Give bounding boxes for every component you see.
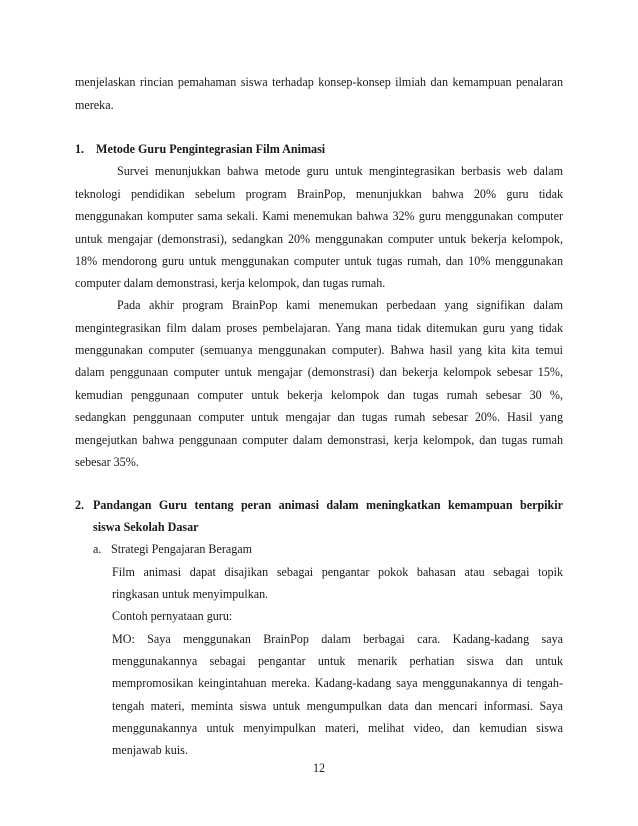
sub-a-line-7: tengah materi, meminta siswa untuk mengumpulkan data dan mencari informasi. Saya [112, 699, 563, 713]
s1-p1-line-3: menggunakan komputer sama sekali. Kami menemukan bahwa 32% guru menggunakan computer [75, 209, 563, 223]
sub-a-line-5: menggunakannya sebagai pengantar untuk menarik perhatian siswa dan untuk [112, 654, 563, 668]
s1-p1-line-1: Survei menunjukkan bahwa metode guru untuk mengintegrasikan berbasis web dalam [117, 164, 563, 178]
s1-p2-line-3: menggunakan computer (semuanya menggunakan computer). Bahwa hasil yang kita kita temui [75, 343, 563, 357]
subsection-a-heading [93, 541, 563, 557]
section-1-number: 1. [75, 142, 85, 156]
sub-a-line-9: menjawab kuis. [112, 743, 188, 757]
section-2-title-line-2: siswa Sekolah Dasar [93, 520, 199, 534]
sub-a-line-1: Film animasi dapat disajikan sebagai pengantar pokok bahasan atau sebagai topik [112, 565, 563, 579]
subsection-a-letter: a. [93, 542, 102, 556]
s1-p2-line-4: dalam penggunaan computer untuk mengajar (demonstrasi) dan bekerja kelompok sebesar 15%, [75, 365, 563, 379]
sub-a-line-8: menggunakannya untuk menyimpulkan materi, melihat video, dan kemudian siswa [112, 721, 563, 735]
sub-a-line-4: MO: Saya menggunakan BrainPop dalam berbagai cara. Kadang-kadang saya [112, 632, 563, 646]
sub-a-line-6: mempromosikan keingintahuan mereka. Kadang-kadang saya menggunakannya di tengah- [112, 676, 563, 690]
s1-p1-line-6: computer dalam demonstrasi, kerja kelompok, dan tugas rumah. [75, 276, 386, 290]
s1-p2-line-6: sedangkan penggunaan computer untuk mengajar dan tugas rumah sebesar 20%. Hasil yang [75, 410, 563, 424]
section-2-title-line-1: Pandangan Guru tentang peran animasi dalam meningkatkan kemampuan berpikir [93, 498, 563, 512]
s1-p2-line-5: kemudian penggunaan computer untuk bekerja kelompok dan tugas rumah sebesar 30 %, [75, 388, 563, 402]
sub-a-line-2: ringkasan untuk menyimpulkan. [112, 587, 269, 601]
intro-line-1: menjelaskan rincian pemahaman siswa terhadap konsep-konsep ilmiah dan kemampuan penalaran [75, 75, 563, 89]
section-1-title: Metode Guru Pengintegrasian Film Animasi [96, 142, 326, 156]
s1-p1-line-4: untuk mengajar (demonstrasi), sedangkan 20% menggunakan computer untuk bekerja kelompok, [75, 232, 563, 246]
s1-p1-line-2: teknologi pendidikan sebelum program BrainPop, menunjukkan bahwa 20% guru tidak [75, 187, 563, 201]
s1-p2-line-7: mengejutkan bahwa penggunaan computer dalam demonstrasi, kerja kelompok, dan tugas rumah [75, 433, 563, 447]
s1-p2-line-2: mengintegrasikan film dalam proses pembelajaran. Yang mana tidak ditemukan guru yang tidak [75, 321, 563, 335]
s1-p1-line-5: 18% mendorong guru untuk menggunakan computer untuk tugas rumah, dan 10% menggunakan [75, 254, 563, 268]
sub-a-line-3: Contoh pernyataan guru: [112, 609, 233, 623]
s1-p2-line-1: Pada akhir program BrainPop kami menemukan perbedaan yang signifikan dalam [117, 298, 563, 312]
s1-p2-line-8: sebesar 35%. [75, 455, 139, 469]
section-2-heading-line-1 [75, 497, 563, 513]
page-number: 12 [312, 761, 326, 775]
section-1-heading [75, 141, 563, 157]
subsection-a-title: Strategi Pengajaran Beragam [111, 542, 253, 556]
section-2-number: 2. [75, 498, 85, 512]
intro-line-2: mereka. [75, 98, 114, 112]
